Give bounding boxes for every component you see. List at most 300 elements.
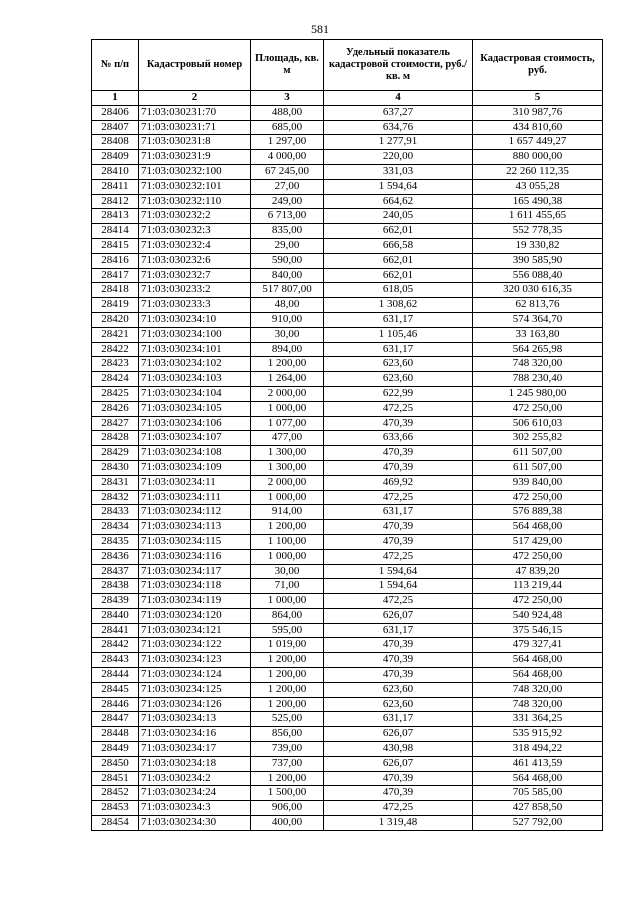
cell-specific-value: 472,25 bbox=[324, 549, 473, 564]
cell-row-number: 28415 bbox=[92, 238, 139, 253]
cell-cadastral-cost: 165 490,38 bbox=[473, 194, 603, 209]
cell-specific-value: 1 319,48 bbox=[324, 816, 473, 831]
cell-specific-value: 623,60 bbox=[324, 372, 473, 387]
cell-specific-value: 623,60 bbox=[324, 697, 473, 712]
cell-area: 864,00 bbox=[251, 608, 324, 623]
cell-cadastral-number: 71:03:030234:115 bbox=[139, 534, 251, 549]
cell-cadastral-number: 71:03:030234:120 bbox=[139, 608, 251, 623]
cell-specific-value: 472,25 bbox=[324, 401, 473, 416]
column-numbers-row bbox=[92, 91, 603, 106]
cell-area: 30,00 bbox=[251, 564, 324, 579]
cell-row-number: 28452 bbox=[92, 786, 139, 801]
cell-area: 840,00 bbox=[251, 268, 324, 283]
table-row bbox=[92, 357, 603, 372]
cell-cadastral-cost: 427 858,50 bbox=[473, 801, 603, 816]
cell-cadastral-number: 71:03:030234:11 bbox=[139, 475, 251, 490]
cell-row-number: 28435 bbox=[92, 534, 139, 549]
cell-area: 595,00 bbox=[251, 623, 324, 638]
cell-row-number: 28408 bbox=[92, 135, 139, 150]
cell-area: 1 100,00 bbox=[251, 534, 324, 549]
cell-cadastral-cost: 302 255,82 bbox=[473, 431, 603, 446]
cell-cadastral-number: 71:03:030234:116 bbox=[139, 549, 251, 564]
cell-cadastral-cost: 611 507,00 bbox=[473, 446, 603, 461]
cell-row-number: 28412 bbox=[92, 194, 139, 209]
table-row bbox=[92, 505, 603, 520]
cell-row-number: 28444 bbox=[92, 668, 139, 683]
header-specific-value: Удельный показатель кадастровой стоимости, руб./кв. м bbox=[324, 40, 473, 91]
table-row bbox=[92, 209, 603, 224]
table-row bbox=[92, 194, 603, 209]
cell-cadastral-number: 71:03:030234:100 bbox=[139, 327, 251, 342]
cell-area: 1 200,00 bbox=[251, 357, 324, 372]
cell-cadastral-number: 71:03:030234:13 bbox=[139, 712, 251, 727]
cell-cadastral-number: 71:03:030231:8 bbox=[139, 135, 251, 150]
cell-specific-value: 631,17 bbox=[324, 312, 473, 327]
cell-area: 1 019,00 bbox=[251, 638, 324, 653]
cell-area: 2 000,00 bbox=[251, 386, 324, 401]
cell-row-number: 28414 bbox=[92, 224, 139, 239]
cell-cadastral-cost: 19 330,82 bbox=[473, 238, 603, 253]
cell-cadastral-number: 71:03:030234:10 bbox=[139, 312, 251, 327]
cell-specific-value: 626,07 bbox=[324, 727, 473, 742]
cell-cadastral-number: 71:03:030234:3 bbox=[139, 801, 251, 816]
cell-cadastral-number: 71:03:030232:2 bbox=[139, 209, 251, 224]
cell-row-number: 28445 bbox=[92, 682, 139, 697]
cell-row-number: 28450 bbox=[92, 756, 139, 771]
cell-area: 67 245,00 bbox=[251, 164, 324, 179]
cell-row-number: 28437 bbox=[92, 564, 139, 579]
cell-row-number: 28443 bbox=[92, 653, 139, 668]
table-row bbox=[92, 268, 603, 283]
cell-specific-value: 470,39 bbox=[324, 638, 473, 653]
cell-row-number: 28448 bbox=[92, 727, 139, 742]
cell-cadastral-cost: 390 585,90 bbox=[473, 253, 603, 268]
cell-cadastral-cost: 939 840,00 bbox=[473, 475, 603, 490]
cell-cadastral-number: 71:03:030234:122 bbox=[139, 638, 251, 653]
cell-cadastral-cost: 540 924,48 bbox=[473, 608, 603, 623]
cell-cadastral-cost: 43 055,28 bbox=[473, 179, 603, 194]
cell-cadastral-cost: 506 610,03 bbox=[473, 416, 603, 431]
cell-cadastral-cost: 375 546,15 bbox=[473, 623, 603, 638]
cell-cadastral-cost: 47 839,20 bbox=[473, 564, 603, 579]
cell-area: 249,00 bbox=[251, 194, 324, 209]
cell-cadastral-cost: 552 778,35 bbox=[473, 224, 603, 239]
cell-cadastral-number: 71:03:030234:124 bbox=[139, 668, 251, 683]
cell-specific-value: 623,60 bbox=[324, 357, 473, 372]
cell-area: 906,00 bbox=[251, 801, 324, 816]
table-row bbox=[92, 253, 603, 268]
cell-area: 1 500,00 bbox=[251, 786, 324, 801]
cell-area: 30,00 bbox=[251, 327, 324, 342]
column-number: 4 bbox=[324, 91, 473, 106]
cell-area: 1 077,00 bbox=[251, 416, 324, 431]
cell-specific-value: 634,76 bbox=[324, 120, 473, 135]
table-row bbox=[92, 742, 603, 757]
cell-specific-value: 470,39 bbox=[324, 446, 473, 461]
cell-row-number: 28439 bbox=[92, 594, 139, 609]
cell-cadastral-number: 71:03:030231:71 bbox=[139, 120, 251, 135]
cell-row-number: 28409 bbox=[92, 150, 139, 165]
cell-specific-value: 240,05 bbox=[324, 209, 473, 224]
table-row bbox=[92, 801, 603, 816]
cell-area: 1 000,00 bbox=[251, 490, 324, 505]
cell-row-number: 28430 bbox=[92, 460, 139, 475]
cell-cadastral-number: 71:03:030234:112 bbox=[139, 505, 251, 520]
cell-area: 71,00 bbox=[251, 579, 324, 594]
cell-cadastral-number: 71:03:030234:105 bbox=[139, 401, 251, 416]
header-cadastral-cost: Кадастровая стоимость, руб. bbox=[473, 40, 603, 91]
column-number: 2 bbox=[139, 91, 251, 106]
cell-specific-value: 472,25 bbox=[324, 801, 473, 816]
cell-specific-value: 633,66 bbox=[324, 431, 473, 446]
cell-specific-value: 430,98 bbox=[324, 742, 473, 757]
cell-cadastral-cost: 576 889,38 bbox=[473, 505, 603, 520]
cell-cadastral-number: 71:03:030234:108 bbox=[139, 446, 251, 461]
table-row bbox=[92, 653, 603, 668]
cell-cadastral-cost: 479 327,41 bbox=[473, 638, 603, 653]
table-row bbox=[92, 179, 603, 194]
cell-cadastral-number: 71:03:030234:109 bbox=[139, 460, 251, 475]
cell-specific-value: 662,01 bbox=[324, 253, 473, 268]
cell-row-number: 28425 bbox=[92, 386, 139, 401]
cell-specific-value: 1 594,64 bbox=[324, 179, 473, 194]
cell-cadastral-cost: 564 468,00 bbox=[473, 771, 603, 786]
cell-row-number: 28427 bbox=[92, 416, 139, 431]
cell-cadastral-number: 71:03:030234:103 bbox=[139, 372, 251, 387]
cell-specific-value: 637,27 bbox=[324, 105, 473, 120]
cell-cadastral-number: 71:03:030233:2 bbox=[139, 283, 251, 298]
table-row bbox=[92, 150, 603, 165]
cell-row-number: 28411 bbox=[92, 179, 139, 194]
cell-cadastral-number: 71:03:030232:6 bbox=[139, 253, 251, 268]
cell-cadastral-cost: 1 611 455,65 bbox=[473, 209, 603, 224]
cell-area: 914,00 bbox=[251, 505, 324, 520]
cell-area: 27,00 bbox=[251, 179, 324, 194]
cell-cadastral-cost: 1 657 449,27 bbox=[473, 135, 603, 150]
cell-cadastral-cost: 527 792,00 bbox=[473, 816, 603, 831]
cell-specific-value: 666,58 bbox=[324, 238, 473, 253]
cell-specific-value: 470,39 bbox=[324, 653, 473, 668]
cell-cadastral-cost: 1 245 980,00 bbox=[473, 386, 603, 401]
cell-specific-value: 626,07 bbox=[324, 756, 473, 771]
cell-area: 400,00 bbox=[251, 816, 324, 831]
cell-cadastral-cost: 535 915,92 bbox=[473, 727, 603, 742]
cell-cadastral-cost: 574 364,70 bbox=[473, 312, 603, 327]
cell-cadastral-cost: 556 088,40 bbox=[473, 268, 603, 283]
cell-cadastral-cost: 705 585,00 bbox=[473, 786, 603, 801]
cell-cadastral-number: 71:03:030234:17 bbox=[139, 742, 251, 757]
cell-row-number: 28419 bbox=[92, 298, 139, 313]
cell-specific-value: 662,01 bbox=[324, 268, 473, 283]
cell-cadastral-number: 71:03:030233:3 bbox=[139, 298, 251, 313]
table-row bbox=[92, 327, 603, 342]
cell-area: 1 200,00 bbox=[251, 697, 324, 712]
table-row bbox=[92, 283, 603, 298]
column-number: 5 bbox=[473, 91, 603, 106]
cell-cadastral-number: 71:03:030234:111 bbox=[139, 490, 251, 505]
cell-area: 1 200,00 bbox=[251, 520, 324, 535]
table-row bbox=[92, 224, 603, 239]
cell-row-number: 28413 bbox=[92, 209, 139, 224]
cell-cadastral-number: 71:03:030232:4 bbox=[139, 238, 251, 253]
cell-cadastral-cost: 62 813,76 bbox=[473, 298, 603, 313]
cell-area: 737,00 bbox=[251, 756, 324, 771]
table-row bbox=[92, 475, 603, 490]
cell-area: 739,00 bbox=[251, 742, 324, 757]
cell-row-number: 28438 bbox=[92, 579, 139, 594]
cell-specific-value: 1 594,64 bbox=[324, 564, 473, 579]
cell-row-number: 28416 bbox=[92, 253, 139, 268]
cell-row-number: 28429 bbox=[92, 446, 139, 461]
table-row bbox=[92, 401, 603, 416]
cell-cadastral-number: 71:03:030234:113 bbox=[139, 520, 251, 535]
cell-cadastral-number: 71:03:030232:110 bbox=[139, 194, 251, 209]
table-row bbox=[92, 712, 603, 727]
cell-specific-value: 472,25 bbox=[324, 594, 473, 609]
cell-specific-value: 622,99 bbox=[324, 386, 473, 401]
cell-area: 590,00 bbox=[251, 253, 324, 268]
cell-row-number: 28426 bbox=[92, 401, 139, 416]
cell-cadastral-cost: 472 250,00 bbox=[473, 549, 603, 564]
cell-area: 1 300,00 bbox=[251, 446, 324, 461]
cell-cadastral-number: 71:03:030234:119 bbox=[139, 594, 251, 609]
header-row-number: № п/п bbox=[92, 40, 139, 91]
cell-cadastral-number: 71:03:030234:118 bbox=[139, 579, 251, 594]
cell-cadastral-number: 71:03:030234:104 bbox=[139, 386, 251, 401]
cell-cadastral-cost: 22 260 112,35 bbox=[473, 164, 603, 179]
cell-cadastral-number: 71:03:030234:18 bbox=[139, 756, 251, 771]
column-number: 3 bbox=[251, 91, 324, 106]
cell-cadastral-number: 71:03:030234:24 bbox=[139, 786, 251, 801]
cell-cadastral-number: 71:03:030234:16 bbox=[139, 727, 251, 742]
cell-specific-value: 472,25 bbox=[324, 490, 473, 505]
cell-area: 477,00 bbox=[251, 431, 324, 446]
cell-specific-value: 623,60 bbox=[324, 682, 473, 697]
cell-area: 29,00 bbox=[251, 238, 324, 253]
table-row bbox=[92, 386, 603, 401]
cell-cadastral-cost: 517 429,00 bbox=[473, 534, 603, 549]
cell-cadastral-cost: 564 265,98 bbox=[473, 342, 603, 357]
cell-cadastral-cost: 472 250,00 bbox=[473, 594, 603, 609]
column-number: 1 bbox=[92, 91, 139, 106]
cell-row-number: 28446 bbox=[92, 697, 139, 712]
table-row bbox=[92, 771, 603, 786]
header-cadastral-number: Кадастровый номер bbox=[139, 40, 251, 91]
cell-cadastral-cost: 472 250,00 bbox=[473, 401, 603, 416]
cell-cadastral-cost: 748 320,00 bbox=[473, 682, 603, 697]
cell-area: 1 200,00 bbox=[251, 653, 324, 668]
cell-specific-value: 470,39 bbox=[324, 520, 473, 535]
cell-row-number: 28449 bbox=[92, 742, 139, 757]
cell-cadastral-cost: 880 000,00 bbox=[473, 150, 603, 165]
table-row bbox=[92, 446, 603, 461]
table-row bbox=[92, 579, 603, 594]
cell-specific-value: 470,39 bbox=[324, 771, 473, 786]
cell-row-number: 28417 bbox=[92, 268, 139, 283]
cell-area: 2 000,00 bbox=[251, 475, 324, 490]
table-row bbox=[92, 238, 603, 253]
cell-specific-value: 470,39 bbox=[324, 534, 473, 549]
cell-area: 1 264,00 bbox=[251, 372, 324, 387]
cell-specific-value: 631,17 bbox=[324, 505, 473, 520]
table-row bbox=[92, 638, 603, 653]
cell-cadastral-cost: 472 250,00 bbox=[473, 490, 603, 505]
table-header-row bbox=[92, 40, 603, 91]
table-row bbox=[92, 608, 603, 623]
table-row bbox=[92, 623, 603, 638]
cell-cadastral-number: 71:03:030234:107 bbox=[139, 431, 251, 446]
table-row bbox=[92, 668, 603, 683]
table-row bbox=[92, 682, 603, 697]
table-row bbox=[92, 105, 603, 120]
cell-row-number: 28407 bbox=[92, 120, 139, 135]
cell-area: 48,00 bbox=[251, 298, 324, 313]
cell-area: 685,00 bbox=[251, 120, 324, 135]
cell-area: 525,00 bbox=[251, 712, 324, 727]
cell-specific-value: 470,39 bbox=[324, 786, 473, 801]
table-row bbox=[92, 594, 603, 609]
cell-cadastral-cost: 461 413,59 bbox=[473, 756, 603, 771]
table-row bbox=[92, 416, 603, 431]
table-row bbox=[92, 697, 603, 712]
cell-cadastral-number: 71:03:030232:100 bbox=[139, 164, 251, 179]
cell-row-number: 28418 bbox=[92, 283, 139, 298]
cell-cadastral-number: 71:03:030234:30 bbox=[139, 816, 251, 831]
cell-area: 1 200,00 bbox=[251, 682, 324, 697]
table-row bbox=[92, 564, 603, 579]
cell-specific-value: 469,92 bbox=[324, 475, 473, 490]
cell-area: 4 000,00 bbox=[251, 150, 324, 165]
cell-specific-value: 618,05 bbox=[324, 283, 473, 298]
cell-cadastral-cost: 331 364,25 bbox=[473, 712, 603, 727]
cell-specific-value: 631,17 bbox=[324, 342, 473, 357]
cell-row-number: 28447 bbox=[92, 712, 139, 727]
cell-row-number: 28432 bbox=[92, 490, 139, 505]
cell-area: 1 000,00 bbox=[251, 549, 324, 564]
cell-cadastral-number: 71:03:030234:126 bbox=[139, 697, 251, 712]
cell-specific-value: 1 105,46 bbox=[324, 327, 473, 342]
cell-cadastral-number: 71:03:030231:70 bbox=[139, 105, 251, 120]
cell-cadastral-number: 71:03:030231:9 bbox=[139, 150, 251, 165]
table-row bbox=[92, 372, 603, 387]
cell-specific-value: 1 594,64 bbox=[324, 579, 473, 594]
table-row bbox=[92, 549, 603, 564]
cell-row-number: 28421 bbox=[92, 327, 139, 342]
table-row bbox=[92, 786, 603, 801]
table-row bbox=[92, 298, 603, 313]
cell-area: 1 000,00 bbox=[251, 401, 324, 416]
cell-cadastral-cost: 564 468,00 bbox=[473, 668, 603, 683]
cell-specific-value: 1 277,91 bbox=[324, 135, 473, 150]
table-row bbox=[92, 135, 603, 150]
cell-specific-value: 220,00 bbox=[324, 150, 473, 165]
cell-cadastral-cost: 748 320,00 bbox=[473, 357, 603, 372]
cell-row-number: 28451 bbox=[92, 771, 139, 786]
cell-row-number: 28420 bbox=[92, 312, 139, 327]
cell-row-number: 28454 bbox=[92, 816, 139, 831]
table-row bbox=[92, 490, 603, 505]
cell-cadastral-number: 71:03:030234:125 bbox=[139, 682, 251, 697]
cell-row-number: 28436 bbox=[92, 549, 139, 564]
cell-cadastral-number: 71:03:030234:2 bbox=[139, 771, 251, 786]
table-row bbox=[92, 164, 603, 179]
cell-specific-value: 470,39 bbox=[324, 668, 473, 683]
table-row bbox=[92, 460, 603, 475]
table-row bbox=[92, 756, 603, 771]
cell-specific-value: 470,39 bbox=[324, 460, 473, 475]
cell-specific-value: 631,17 bbox=[324, 712, 473, 727]
cadastral-table bbox=[91, 39, 603, 831]
cell-specific-value: 470,39 bbox=[324, 416, 473, 431]
cell-cadastral-number: 71:03:030234:102 bbox=[139, 357, 251, 372]
cell-row-number: 28406 bbox=[92, 105, 139, 120]
cell-row-number: 28433 bbox=[92, 505, 139, 520]
cell-cadastral-number: 71:03:030234:117 bbox=[139, 564, 251, 579]
cell-area: 1 200,00 bbox=[251, 668, 324, 683]
cell-row-number: 28424 bbox=[92, 372, 139, 387]
cell-row-number: 28441 bbox=[92, 623, 139, 638]
cell-cadastral-cost: 434 810,60 bbox=[473, 120, 603, 135]
cell-area: 856,00 bbox=[251, 727, 324, 742]
cell-cadastral-cost: 788 230,40 bbox=[473, 372, 603, 387]
table-row bbox=[92, 120, 603, 135]
cell-area: 488,00 bbox=[251, 105, 324, 120]
table-row bbox=[92, 431, 603, 446]
cell-cadastral-cost: 318 494,22 bbox=[473, 742, 603, 757]
cell-cadastral-cost: 564 468,00 bbox=[473, 653, 603, 668]
cell-row-number: 28440 bbox=[92, 608, 139, 623]
cell-area: 894,00 bbox=[251, 342, 324, 357]
cell-specific-value: 664,62 bbox=[324, 194, 473, 209]
cell-cadastral-number: 71:03:030234:121 bbox=[139, 623, 251, 638]
table-row bbox=[92, 816, 603, 831]
cell-area: 835,00 bbox=[251, 224, 324, 239]
cell-cadastral-number: 71:03:030234:106 bbox=[139, 416, 251, 431]
table-body bbox=[92, 91, 603, 831]
cell-cadastral-number: 71:03:030234:123 bbox=[139, 653, 251, 668]
page-number: 581 bbox=[311, 22, 329, 36]
cell-row-number: 28431 bbox=[92, 475, 139, 490]
table-row bbox=[92, 534, 603, 549]
cell-area: 6 713,00 bbox=[251, 209, 324, 224]
cell-row-number: 28422 bbox=[92, 342, 139, 357]
cell-cadastral-number: 71:03:030232:7 bbox=[139, 268, 251, 283]
cell-cadastral-cost: 310 987,76 bbox=[473, 105, 603, 120]
cell-cadastral-number: 71:03:030232:3 bbox=[139, 224, 251, 239]
cell-specific-value: 626,07 bbox=[324, 608, 473, 623]
cell-area: 1 200,00 bbox=[251, 771, 324, 786]
cell-cadastral-cost: 564 468,00 bbox=[473, 520, 603, 535]
cell-cadastral-cost: 113 219,44 bbox=[473, 579, 603, 594]
cell-area: 1 300,00 bbox=[251, 460, 324, 475]
cell-row-number: 28442 bbox=[92, 638, 139, 653]
cell-specific-value: 1 308,62 bbox=[324, 298, 473, 313]
header-area: Площадь, кв. м bbox=[251, 40, 324, 91]
cell-row-number: 28453 bbox=[92, 801, 139, 816]
table-row bbox=[92, 727, 603, 742]
cell-specific-value: 331,03 bbox=[324, 164, 473, 179]
cell-cadastral-number: 71:03:030234:101 bbox=[139, 342, 251, 357]
table-row bbox=[92, 342, 603, 357]
cell-area: 1 000,00 bbox=[251, 594, 324, 609]
cell-area: 910,00 bbox=[251, 312, 324, 327]
cell-area: 517 807,00 bbox=[251, 283, 324, 298]
cell-row-number: 28423 bbox=[92, 357, 139, 372]
table-row bbox=[92, 312, 603, 327]
cell-area: 1 297,00 bbox=[251, 135, 324, 150]
cell-cadastral-cost: 33 163,80 bbox=[473, 327, 603, 342]
cell-cadastral-cost: 320 030 616,35 bbox=[473, 283, 603, 298]
